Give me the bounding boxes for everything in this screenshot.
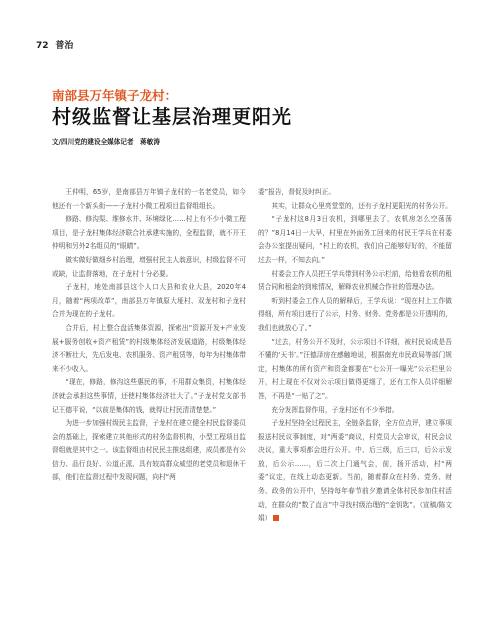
page-header <box>36 38 73 51</box>
paragraph: 子龙村，地处南部县这个人口大县和农业大县，2020年4月，随着“两项改革”，南部县万年镇原大垭村、双龙村和子龙村合并为现在的子龙村。 <box>52 283 246 319</box>
paragraph: 做实做好做细乡村治理，增强村民主人翁意识，村级监督不可或缺，让监督落地，在子龙村十分必要。 <box>52 255 246 278</box>
paragraph: “过去，村务公开不及时，公示项目不详细，被村民说成是吾不懂的‘天书’。”汪德泽房在感触地说，根据南充市民政局等部门规定，村集体的所有资产和资金都要在“七公开一曝光”公示栏里公开，村上现在不仅对公示项目做得更细了，还有工作人员详细解答，不再是“一贴了之”。 <box>258 337 452 400</box>
left-column <box>52 186 246 485</box>
page-number: 72 <box>36 41 49 51</box>
paragraph: 村委会工作人员把王学兵带到村务公示栏前，给他看农机的租赁合同和租金的到账情况，解释农业机械合作社的管理办法。 <box>258 269 452 292</box>
article-byline: 文/四川党的建设全媒体记者 蒋敏涛 <box>52 138 160 146</box>
right-column <box>258 186 452 526</box>
paragraph: 王仲明，65岁，是南部县万年镇子龙村的一名老党员，如今他还有一个新头衔——子龙村小微工程项目监督组组长。 <box>52 188 246 210</box>
paragraph: “子龙村这8月3日农机，到哪里去了，农机房怎么空荡荡的？”8月14日一大早，村里在外面务工回来的村民王学兵在村委会办公室提出疑问，“村上的农机，我们自己能够好好的，不能留过去一样，不知去向。” <box>258 215 452 264</box>
paragraph: 听到村委会工作人员的解释后，王学兵说：“现在村上工作做得细，所有项目进行了公示，村务、财务、党务都是公开透明的，我们也就放心了。” <box>258 296 452 332</box>
paragraph-text: 子龙村坚持全过程民主，全链条监督，全方位点评，建立事项报送村民议事制度，对“两委”商议，村党员大会审议，村民会议决议，重大事项都会进行公开。中、后三级，后三口，后公示发放，后公示……，后二次上门通气会，前，扬开活动，村“两委”议定，在线上动态更新。当前，随着群众在村务、党务、财务、政务的公开中，坚持每年春节前夕邀请全体村民参加住村活动，在群众的“数了直言”中寻找村级治理的“金钥匙”。（宣稿/陈文娟） <box>258 419 452 523</box>
paragraph <box>258 417 452 526</box>
end-mark-icon <box>273 515 279 521</box>
paragraph: 为进一步加强村级民主监督，子龙村在建立健全村民监督委员会的基础上，探索建立其他形式的村务监督机构，小型工程项目监督组就是其中之一。该监督组由村民民主推选组建，成员都是有公信力、品行良好、公道正派、具有较高群众威望的老党员和退休干部，他们在监督过程中发现问题，向村“两 <box>52 419 246 482</box>
article-kicker: 南部县万年镇子龙村： <box>52 88 178 103</box>
paragraph: 其实，让群众心里亮堂堂的，还有子龙村更阳光的村务公开。 <box>271 201 452 210</box>
section-name: 普治 <box>55 41 74 51</box>
article-title: 村级监督让基层治理更阳光 <box>52 106 293 128</box>
paragraph: 充分发挥监督作用，子龙村还有不少举措。 <box>271 405 399 414</box>
paragraph: “现在，修路，修沟这些惠民的事，不用群众集资，村集体经济就会承担这些事情，还使村集体经济壮大了。”子龙村党支部书记王德平说，“以前是集体的钱，就得让村民清清楚楚。” <box>52 378 246 414</box>
paragraph: 修路、修沟渠、维修水井、环境绿化……村上有不少小微工程项目，是子龙村集体经济联合社承建实施的，全程监督，就不开王仲明和另外2名组员的“眼睛”。 <box>52 215 246 251</box>
paragraph: 委”报告，督促及时纠正。 <box>258 188 336 196</box>
paragraph: 合并后，村上整合盘活集体资源，探索出“资源开发+产业发展+服务创收+资产租赁”的村级集体经济发展道路，村级集体经济不断壮大，先后发电、农机服务、资产租赁等，每年为村集体带来不少收入。 <box>52 323 246 373</box>
